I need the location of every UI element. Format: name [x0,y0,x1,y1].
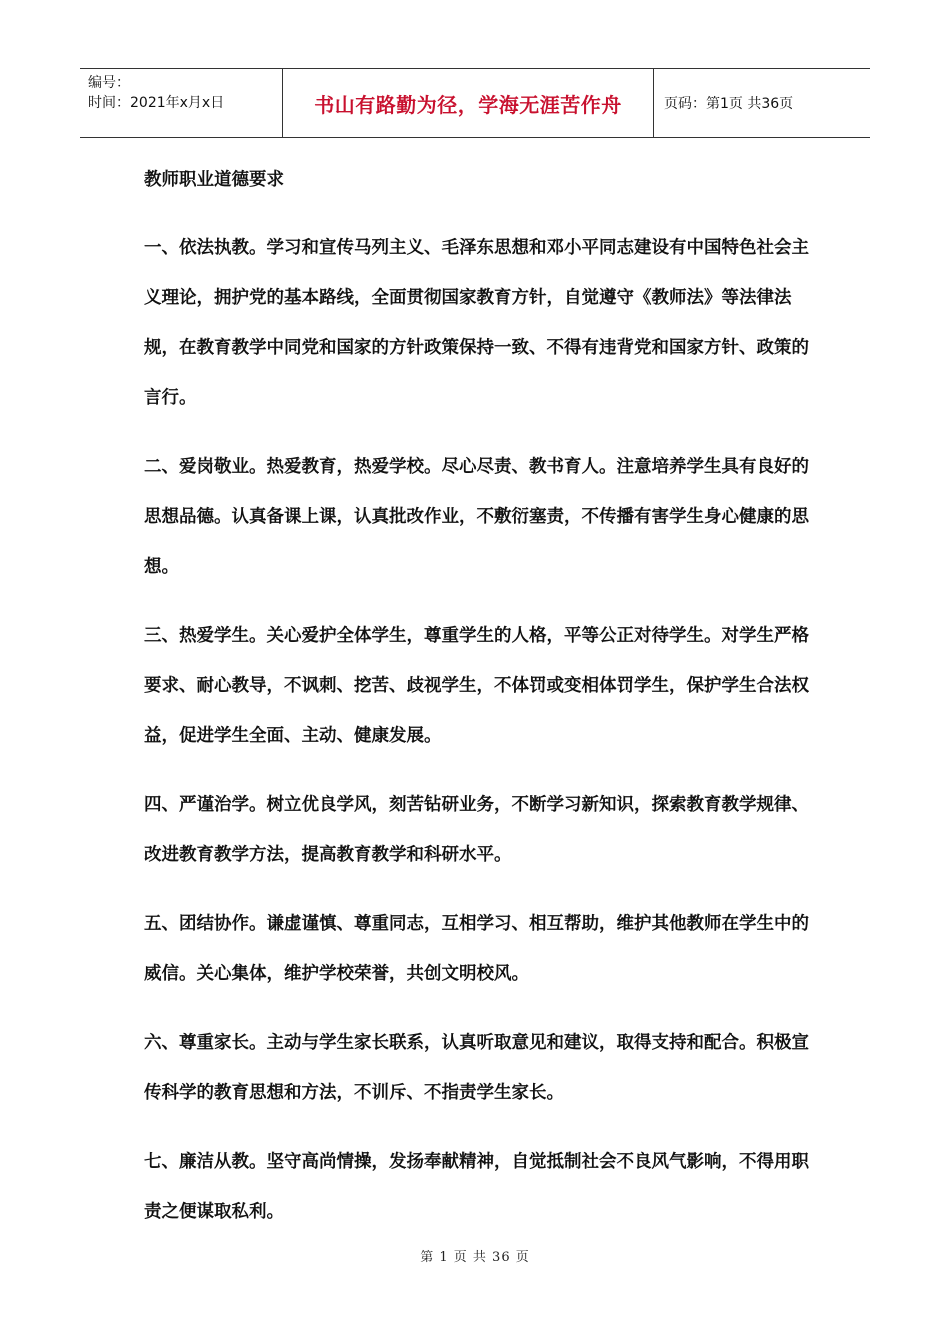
header-motto-cell [282,69,654,137]
paragraph-5: 五、团结协作。谦虚谨慎、尊重同志，互相学习、相互帮助，维护其他教师在学生中的威信。关心集体，维护学校荣誉，共创文明校风。 [144,914,809,984]
document-header [80,68,870,138]
paragraph-3: 三、热爱学生。关心爱护全体学生，尊重学生的人格，平等公正对待学生。对学生严格要求、耐心教导，不讽刺、挖苦、歧视学生，不体罚或变相体罚学生，保护学生合法权益，促进学生全面、主动、健康发展。 [144,626,809,746]
document-body [144,155,816,1256]
motto-text: 书山有路勤为径，学海无涯苦作舟 [314,92,622,117]
paragraph-1: 一、依法执教。学习和宣传马列主义、毛泽东思想和邓小平同志建设有中国特色社会主义理论，拥护党的基本路线，全面贯彻国家教育方针，自觉遵守《教师法》等法律法规，在教育教学中同党和国家的方针政策保持一致、不得有违背党和国家方针、政策的言行。 [144,238,809,408]
page-footer: 第 1 页 共 36 页 [420,1250,530,1265]
number-label: 编号： [88,75,130,91]
page-info: 页码：第1页 共36页 [664,96,794,112]
paragraph-6: 六、尊重家长。主动与学生家长联系，认真听取意见和建议，取得支持和配合。积极宣传科学的教育思想和方法，不训斥、不指责学生家长。 [144,1033,809,1103]
document-title: 教师职业道德要求 [144,170,284,190]
header-meta [80,69,282,137]
header-page-cell [654,69,870,137]
paragraph-4: 四、严谨治学。树立优良学风，刻苦钻研业务，不断学习新知识，探索教育教学规律、改进教育教学方法，提高教育教学和科研水平。 [144,795,809,865]
paragraph-2: 二、爱岗敬业。热爱教育，热爱学校。尽心尽责、教书育人。注意培养学生具有良好的思想品德。认真备课上课，认真批改作业，不敷衍塞责，不传播有害学生身心健康的思想。 [144,457,809,577]
paragraph-7: 七、廉洁从教。坚守高尚情操，发扬奉献精神，自觉抵制社会不良风气影响，不得用职责之便谋取私利。 [144,1152,809,1222]
time-label: 时间：2021年x月x日 [88,95,225,111]
